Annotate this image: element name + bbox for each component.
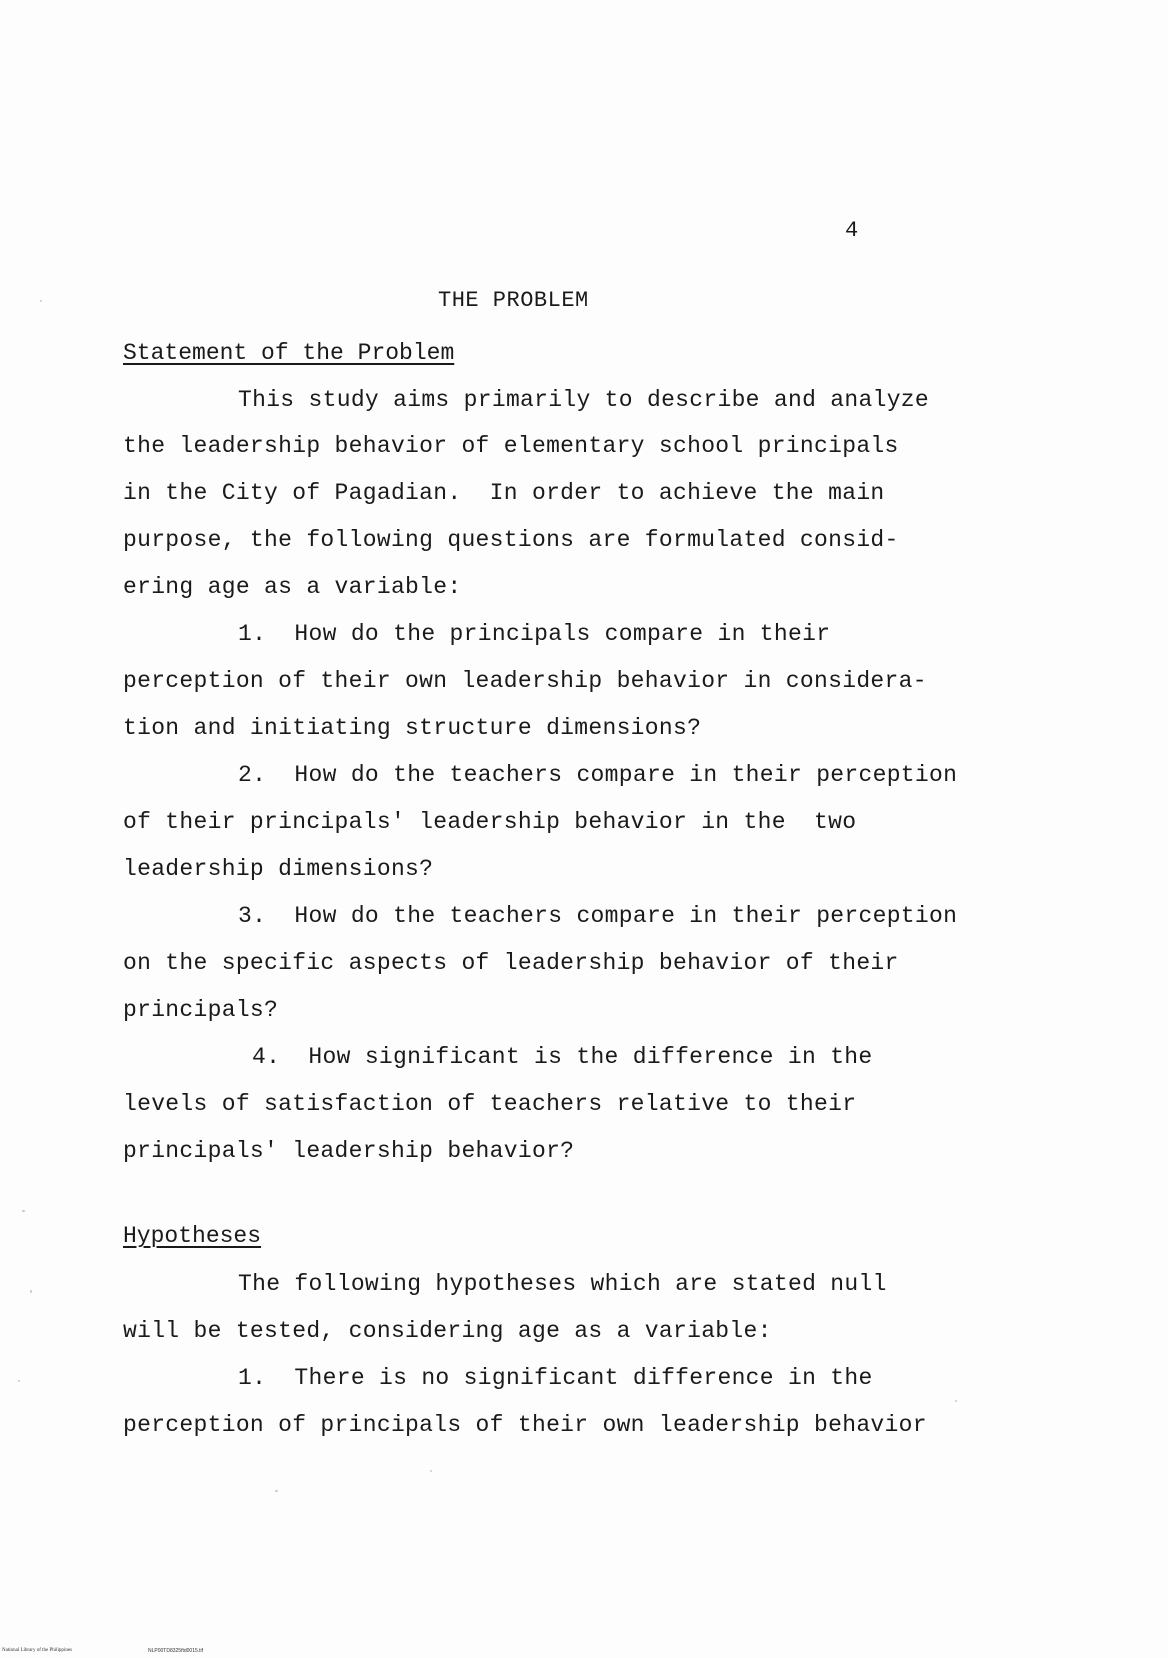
paragraph-line: ering age as a variable: <box>123 574 462 600</box>
scan-speck <box>40 300 42 302</box>
scan-speck <box>18 1380 20 1382</box>
question-item: 1. How do the principals compare in their <box>238 621 831 647</box>
paragraph-line: of their principals' leadership behavior in the two <box>123 809 857 835</box>
paragraph-line: This study aims primarily to describe and analyze <box>238 387 930 413</box>
paragraph-line: the leadership behavior of elementary school principals <box>123 433 899 459</box>
paragraph-line: The following hypotheses which are stated null <box>238 1271 887 1297</box>
paragraph-line: principals? <box>123 997 279 1023</box>
statement-heading: Statement of the Problem <box>123 340 455 366</box>
question-item: 4. How significant is the difference in the <box>252 1044 873 1070</box>
footer-filename: NLP00TD8325ftd0015.tif <box>148 1648 204 1654</box>
paragraph-line: on the specific aspects of leadership behavior of their <box>123 950 899 976</box>
question-item: 3. How do the teachers compare in their perception <box>238 903 958 929</box>
paragraph-line: principals' leadership behavior? <box>123 1138 575 1164</box>
scan-speck <box>30 1290 32 1293</box>
paragraph-line: levels of satisfaction of teachers relative to their <box>123 1091 857 1117</box>
paragraph-line: perception of their own leadership behavior in considera- <box>123 668 927 694</box>
paragraph-line: tion and initiating structure dimensions? <box>123 715 702 741</box>
question-item: 2. How do the teachers compare in their perception <box>238 762 958 788</box>
paragraph-line: leadership dimensions? <box>123 856 434 882</box>
scan-speck <box>430 1470 432 1472</box>
page-number: 4 <box>845 218 859 243</box>
page-title: THE PROBLEM <box>438 288 589 313</box>
paragraph-line: in the City of Pagadian. In order to achieve the main <box>123 480 885 506</box>
paragraph-line: perception of principals of their own leadership behavior <box>123 1412 927 1438</box>
paragraph-line: will be tested, considering age as a variable: <box>123 1318 772 1344</box>
paragraph-line: purpose, the following questions are formulated consid- <box>123 527 899 553</box>
scan-speck <box>955 1400 957 1402</box>
scan-speck <box>22 1210 25 1212</box>
hypotheses-heading: Hypotheses <box>123 1223 262 1249</box>
scan-speck <box>275 1490 278 1492</box>
footer-library: National Library of the Philippines <box>2 1648 72 1653</box>
hypothesis-item: 1. There is no significant difference in the <box>238 1365 873 1391</box>
